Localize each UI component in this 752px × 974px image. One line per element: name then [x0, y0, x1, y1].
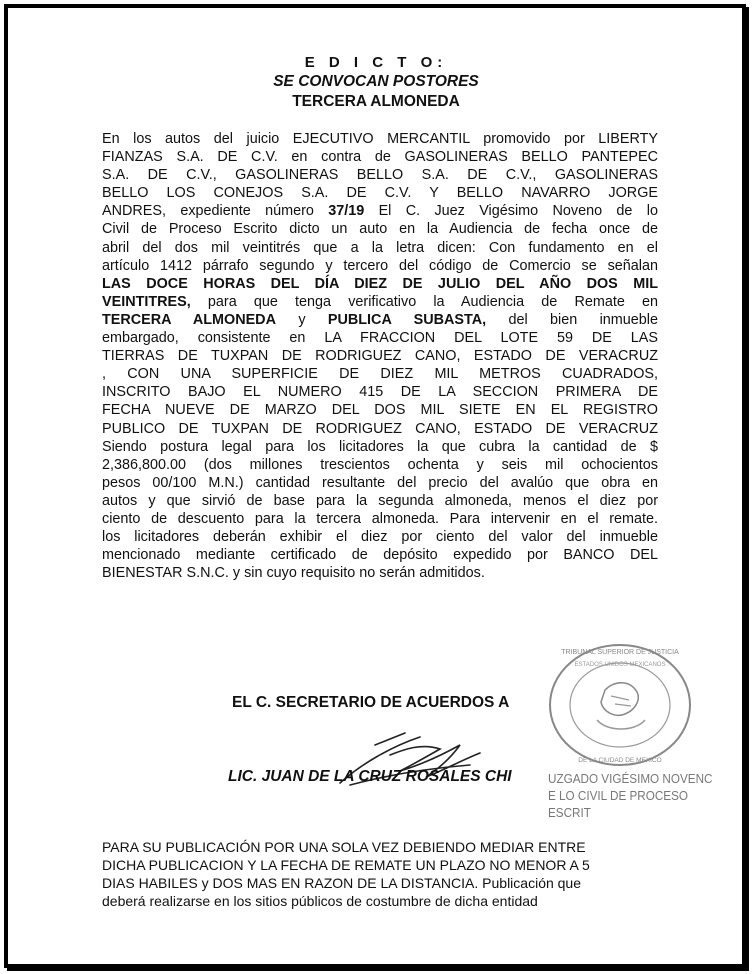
body-line: 2,386,800.00 (dos millones trescientos ochenta y seis mil ochocientos — [102, 456, 658, 473]
edict-body — [102, 130, 658, 582]
footer-line: DIAS HABILES y DOS MAS EN RAZON DE LA DISTANCIA. Publicación que — [102, 875, 582, 891]
svg-text:ESTADOS UNIDOS MEXICANOS: ESTADOS UNIDOS MEXICANOS — [574, 662, 666, 668]
case-number: 37/19 — [328, 203, 365, 220]
body-line: mencionado mediante certificado de depósito expedido por BANCO DEL — [102, 547, 658, 564]
body-line: abril del dos mil veintitrés que a la letra dicen: Con fundamento en el — [102, 239, 658, 256]
court-stamp-text: UZGADO VIGÉSIMO NOVENC E LO CIVIL DE PROCESO ESCRIT — [548, 771, 713, 820]
body-line: S.A. DE C.V., GASOLINERAS BELLO S.A. DE C.V., GASOLINERAS — [102, 167, 658, 184]
edicto-heading: E D I C T O: — [304, 54, 448, 71]
body-line: artículo 1412 párrafo segundo y tercero del código de Comercio se señalan — [102, 257, 658, 274]
body-line: INSCRITO BAJO EL NUMERO 415 DE LA SECCION PRIMERA DE — [102, 384, 658, 401]
body-line: BELLO LOS CONEJOS S.A. DE C.V. Y BELLO NAVARRO JORGE — [102, 185, 658, 202]
body-line: FECHA NUEVE DE MARZO DEL DOS MIL SIETE EN EL REGISTRO — [102, 402, 658, 419]
auction-date-line: LAS DOCE HORAS DEL DÍA DIEZ DE JULIO DEL AÑO DOS MIL — [102, 275, 658, 292]
footer-line: deberá realizarse en los sitios públicos de costumbre de dicha entidad — [102, 893, 538, 909]
svg-text:DE LA CIUDAD DE MEXICO: DE LA CIUDAD DE MEXICO — [578, 757, 662, 764]
court-seal-stamp — [545, 640, 695, 770]
secretary-title: EL C. SECRETARIO DE ACUERDOS A — [232, 694, 510, 711]
body-line: PUBLICO DE TUXPAN DE RODRIGUEZ CANO, ESTADO DE VERACRUZ — [102, 420, 658, 437]
convocation-subheading: SE CONVOCAN POSTORES — [273, 73, 479, 90]
body-line: ciento de descuento para la tercera almoneda. Para intervenir en el remate. — [102, 510, 658, 527]
body-line: , CON UNA SUPERFICIE DE DIEZ MIL METROS CUADRADOS, — [102, 366, 658, 383]
body-line: VEINTITRES, para que tenga verificativo la Audiencia de Remate en — [102, 293, 658, 310]
body-line: autos y que sirvió de base para la segunda almoneda, menos el diez por — [102, 492, 658, 509]
body-line: En los autos del juicio EJECUTIVO MERCANTIL promovido por LIBERTY — [102, 131, 658, 147]
body-line: TIERRAS DE TUXPAN DE RODRIGUEZ CANO, ESTADO DE VERACRUZ — [102, 348, 658, 365]
publication-note — [102, 838, 590, 910]
body-line: FIANZAS S.A. DE C.V. en contra de GASOLINERAS BELLO PANTEPEC — [102, 149, 658, 166]
secretary-name: LIC. JUAN DE LA CRUZ ROSALES CHI — [228, 768, 512, 785]
body-line: ANDRES, expediente número 37/19 El C. Juez Vigésimo Noveno de lo — [102, 203, 658, 220]
footer-line: DICHA PUBLICACION Y LA FECHA DE REMATE UN PLAZO NO MENOR A 5 — [102, 857, 590, 873]
svg-text:TRIBUNAL SUPERIOR DE JUSTICIA: TRIBUNAL SUPERIOR DE JUSTICIA — [561, 649, 679, 656]
body-line: embargado, consistente en LA FRACCION DEL LOTE 59 DE LAS — [102, 330, 658, 347]
footer-line: PARA SU PUBLICACIÓN POR UNA SOLA VEZ DEBIENDO MEDIAR ENTRE — [102, 839, 586, 855]
body-line: los licitadores deberán exhibir el diez por ciento del valor del inmueble — [102, 529, 658, 546]
body-line: BIENESTAR S.N.C. y sin cuyo requisito no serán admitidos. — [102, 565, 485, 582]
body-line: pesos 00/100 M.N.) cantidad resultante del precio del avalúo que obra en — [102, 474, 658, 491]
body-line: Siendo postura legal para los licitadores la que cubra la cantidad de $ — [102, 438, 658, 455]
almoneda-subheading: TERCERA ALMONEDA — [292, 93, 460, 110]
body-line: TERCERA ALMONEDA y PUBLICA SUBASTA, del bien inmueble — [102, 311, 658, 328]
body-line: Civil de Proceso Escrito dicto un auto en la Audiencia de fecha once de — [102, 221, 658, 238]
